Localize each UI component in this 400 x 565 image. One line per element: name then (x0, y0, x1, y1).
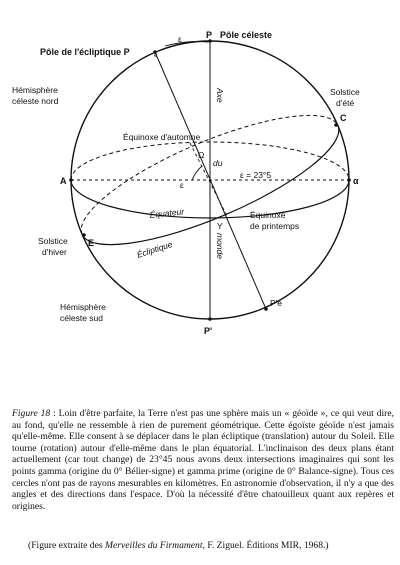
label-pole-celeste: Pôle céleste (220, 30, 273, 40)
credit-book-title: Merveilles du Firmament (105, 540, 203, 551)
label-hemisphere-nord-2: céleste nord (12, 96, 59, 106)
label-hemisphere-sud-2: céleste sud (60, 313, 103, 323)
label-c-point: C (340, 113, 347, 123)
epsilon-arc-top (165, 42, 208, 47)
credit-suffix: , F. Ziguel. Éditions MIR, 1968.) (202, 540, 329, 551)
figure-label: Figure 18 (12, 408, 51, 419)
label-p-top: P (206, 30, 213, 40)
label-equinoxe-printemps-2: de printemps (250, 221, 300, 231)
point-Pe-prime (264, 307, 268, 311)
epsilon-arc-center (192, 166, 202, 180)
label-angle-epsilon: ε = 23°5 (240, 170, 272, 180)
label-monde: monde (215, 233, 225, 259)
figure-caption (12, 408, 394, 512)
label-hemisphere-nord-1: Hémisphère (12, 85, 58, 95)
label-alpha-right: α (353, 176, 359, 186)
label-hemisphere-sud-1: Hémisphère (60, 302, 106, 312)
label-equinoxe-printemps-1: Équinoxe (250, 210, 286, 220)
label-pole-ecliptique: Pôle de l'écliptique P (40, 47, 130, 57)
point-A (69, 178, 73, 182)
label-solstice-hiver-2: d'hiver (42, 247, 67, 257)
label-ecliptique: Écliptique (135, 239, 174, 260)
point-E (82, 233, 86, 237)
label-equateur: Équateur (149, 206, 185, 220)
label-epsilon-center: ε (180, 180, 184, 190)
credit-prefix: (Figure extraite des (28, 540, 105, 551)
label-equinoxe-automne: Équinoxe d'automne (123, 132, 201, 142)
label-p-prime: P' (204, 326, 213, 336)
label-du: du (213, 158, 223, 168)
label-e-point: E (88, 238, 95, 248)
label-solstice-ete-2: d'été (336, 98, 355, 108)
point-C (334, 123, 338, 127)
label-omega: Ω (198, 150, 205, 160)
caption-body: : Loin d'être parfaite, la Terre n'est pas une sphère mais un « géoïde », ce qui veut dire, au fond, qu'elle ne ressemble à rien de purement géométrique. Cette égoïste géoïde n'est jamais qu'elle-même. Elle consent à se déplacer dans le plan écliptique (translation) autour du Soleil. Elle tourne (rotation) autour d'elle-même dans le plan équatorial. L'inclinaison des deux plans étant actuellement (car tout change) de 23°45 nous avons deux intersections imaginaires qui sont les points gamma (origine du 0° Bélier-signe) et gamma prime (origine de 0° Balance-signe). Tous ces cercles n'ont pas de rayons mesurables en kilomètres. En astronomie d'observation, il n'y a que des angles et des directions dans l'espace. D'où la nécessité d'être chatouilleux quant aux repères et origines. (12, 408, 394, 512)
point-alpha (347, 178, 351, 182)
label-epsilon-top: ε (178, 34, 182, 44)
point-P-prime (208, 317, 212, 321)
label-a-left: A (60, 176, 67, 186)
label-axe: Axe (215, 88, 225, 103)
label-pe-sub: e (154, 53, 158, 59)
label-gamma: Υ (217, 221, 223, 231)
label-solstice-hiver-1: Solstice (38, 236, 68, 246)
label-pe-prime: P'e (270, 298, 283, 308)
label-solstice-ete-1: Solstice (330, 87, 360, 97)
figure-credit (28, 540, 398, 552)
